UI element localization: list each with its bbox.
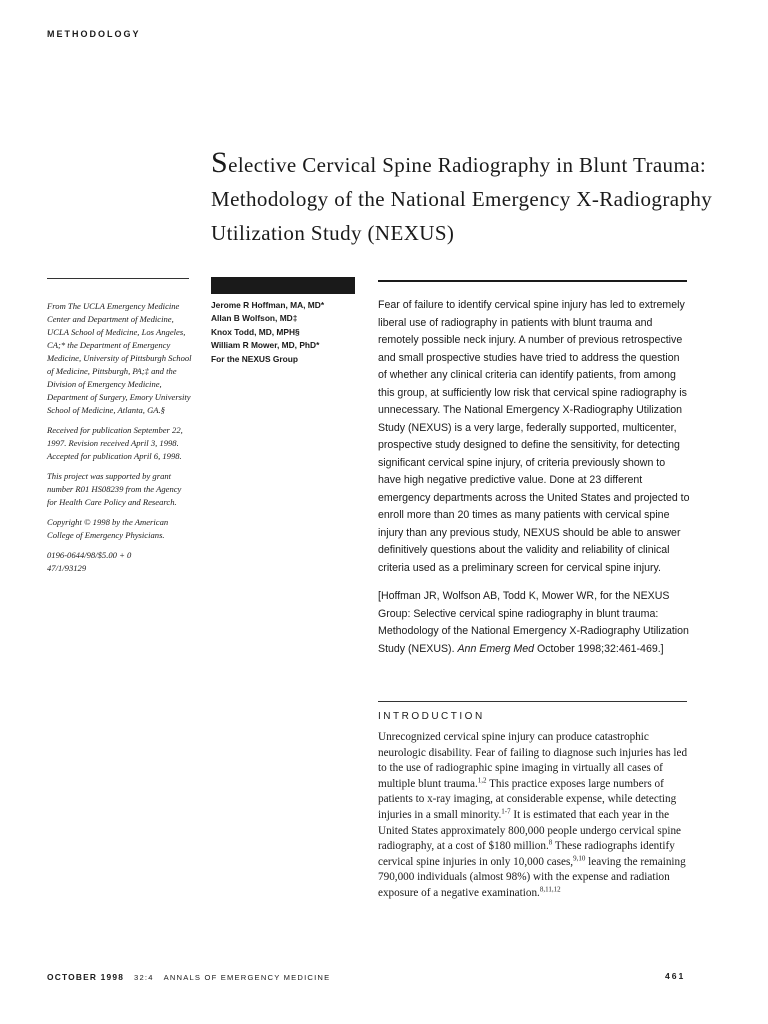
title-dropcap: S bbox=[211, 146, 229, 179]
author-list bbox=[211, 299, 371, 366]
copyright-text: Copyright © 1998 by the American College of Emergency Physicians. bbox=[47, 517, 169, 540]
reference-marker: 9,10 bbox=[573, 854, 586, 863]
article-code: 0196-0644/98/$5.00 + 0 bbox=[47, 550, 132, 560]
introduction-body bbox=[378, 730, 690, 902]
running-footer bbox=[47, 972, 330, 982]
left-column-rule bbox=[47, 278, 189, 279]
abstract-body: Fear of failure to identify cervical spine injury has led to extremely liberal use of radiography in patients with blunt trauma and remotely possible neck injury. A number of previous retrospective and small prospective studies have tried to address the question of whether any clinical criteria can identify patients, from among this group, at sufficiently low risk that cervical spine radiography is unnecessary. The National Emergency X-Radiography Utilization Study (NEXUS) is a very large, federally supported, multicenter, prospective study designed to define the sensitivity, for detecting significant cervical spine injury, of criteria previously shown to have high negative predictive value. Done at 23 different emergency departments across the United States and projected to enroll more than 20 times as many patients with cervical spine injury than any previous study, NEXUS should be able to answer definitively questions about the validity and reliability of clinical criteria used as a preliminary screen for cervical spine injury. bbox=[378, 299, 690, 574]
reference-marker: 1,2 bbox=[477, 776, 487, 785]
abstract-rule bbox=[378, 280, 687, 282]
author-group: For the NEXUS Group bbox=[211, 353, 299, 364]
support-text: This project was supported by grant number R01 HS08239 from the Agency for Health Care Policy and Research. bbox=[47, 471, 182, 507]
page-number: 461 bbox=[665, 971, 686, 981]
introduction-rule bbox=[378, 701, 687, 702]
author-name: Knox Todd, MD, MPH§ bbox=[211, 326, 300, 337]
received-text: Received for publication September 22, 1997. Revision received April 3, 1998. Accepted for publication April 6, 1998. bbox=[47, 425, 183, 461]
abstract bbox=[378, 297, 690, 669]
footer-volume: 32:4 bbox=[134, 973, 154, 982]
section-label: METHODOLOGY bbox=[47, 29, 141, 39]
footer-date: OCTOBER 1998 bbox=[47, 972, 125, 982]
affiliation-text: From The UCLA Emergency Medicine Center and Department of Medicine, UCLA School of Medicine, Los Angeles, CA;* the Department of Emergency Medicine, University of Pittsburgh School of Medicine, Pittsburgh, PA;‡ and the Division of Emergency Medicine, Department of Surgery, Emory University School of Medicine, Atlanta, GA.§ bbox=[47, 301, 192, 415]
article-id: 47/1/93129 bbox=[47, 563, 87, 573]
abstract-citation: [Hoffman JR, Wolfson AB, Todd K, Mower WR, for the NEXUS Group: Selective cervical spine radiography in blunt trauma: Methodology of the National Emergency X-Radiography Utilization Study (NEXUS). Ann Emerg Med October 1998;32:461-469.] bbox=[378, 590, 689, 655]
reference-marker: 1-7 bbox=[501, 807, 511, 816]
introduction-paragraph: Unrecognized cervical spine injury can produce catastrophic neurologic disability. Fear of failing to diagnose such injuries has led to the use of radiographic spine imaging in virtually all cases of multiple blunt trauma.$^{1,2}$ This practice exposes large numbers of patients to x-ray imaging, at considerable expense, while detecting injuries in a small minority.$^{1-7}$ It is estimated that each year in the United States approximately 800,000 people undergo cervical spine radiography, at a cost of $180 million.$^8$ These radiographs identify cervical spine injuries in only 10,000 cases,$^{9,10}$ leaving the remaining 790,000 individuals (almost 98%) with the expense and radiation exposure of a negative examination.$^{8,11,12}$ bbox=[378, 731, 688, 899]
reference-marker: 8 bbox=[548, 838, 553, 847]
affiliations-column bbox=[47, 300, 192, 575]
title-text: elective Cervical Spine Radiography in Blunt Trauma: Methodology of the National Emergency X-Radiography Utilization Study (NEXUS) bbox=[211, 153, 713, 245]
reference-marker: 8,11,12 bbox=[539, 885, 561, 894]
article-title bbox=[211, 146, 731, 250]
author-name: Jerome R Hoffman, MA, MD* bbox=[211, 300, 325, 310]
author-name: William R Mower, MD, PhD* bbox=[211, 340, 320, 351]
footer-journal: ANNALS OF EMERGENCY MEDICINE bbox=[163, 973, 331, 982]
author-name: Allan B Wolfson, MD‡ bbox=[211, 313, 298, 324]
introduction-heading: INTRODUCTION bbox=[378, 711, 485, 722]
citation-journal: Ann Emerg Med bbox=[457, 642, 535, 655]
author-column-bar bbox=[211, 277, 355, 294]
